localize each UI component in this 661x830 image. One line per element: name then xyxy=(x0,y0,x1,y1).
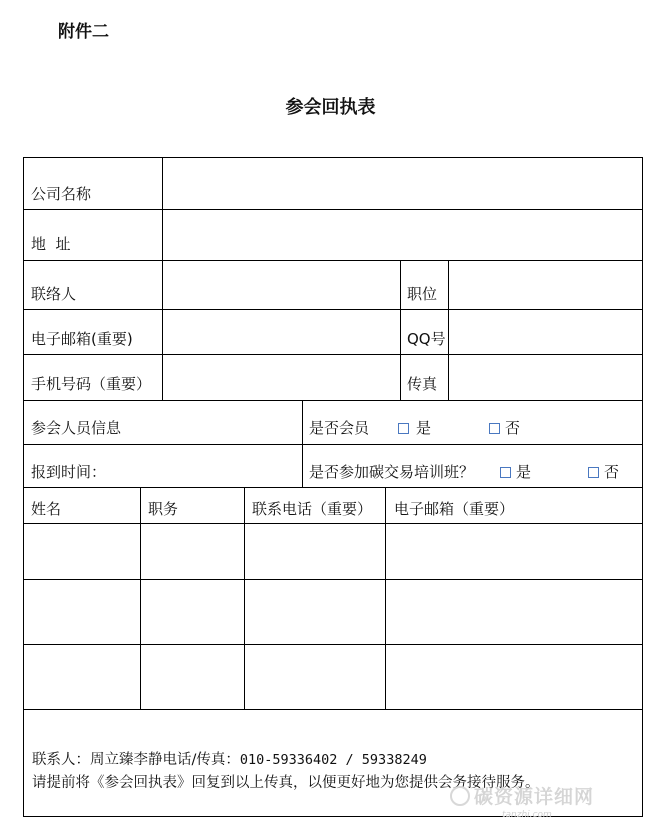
training-no-label: 否 xyxy=(604,463,620,481)
company-label: 公司名称 xyxy=(31,185,92,203)
contact-field[interactable] xyxy=(170,266,390,302)
row-divider xyxy=(24,523,642,524)
address-label: 地 址 xyxy=(31,235,71,253)
watermark-sub: tanzhi.com xyxy=(502,810,552,820)
attendee-phone-cell[interactable] xyxy=(246,647,383,707)
row-divider xyxy=(24,579,642,580)
attendee-name-cell[interactable] xyxy=(26,526,138,577)
checkin-time-label: 报到时间： xyxy=(31,463,107,481)
training-question: 是否参加碳交易培训班？ xyxy=(309,463,475,481)
attachment-label: 附件二 xyxy=(58,22,109,42)
header-title: 职务 xyxy=(148,500,179,518)
training-yes-label: 是 xyxy=(516,463,532,481)
row-divider xyxy=(24,444,642,445)
label-column-divider xyxy=(162,158,163,400)
fax-label: 传真 xyxy=(407,375,438,393)
contact-info xyxy=(32,751,427,769)
training-yes-option[interactable] xyxy=(500,463,531,481)
member-yes-checkbox[interactable] xyxy=(398,423,409,434)
qq-label: QQ号 xyxy=(407,330,446,348)
position-field[interactable] xyxy=(456,266,631,302)
qq-field[interactable] xyxy=(456,315,631,347)
mobile-field[interactable] xyxy=(170,360,390,394)
training-no-checkbox[interactable] xyxy=(588,467,599,478)
column-divider xyxy=(448,260,449,400)
row-divider xyxy=(24,260,642,261)
mobile-label: 手机号码（重要） xyxy=(31,375,152,393)
position-label: 职位 xyxy=(407,285,438,303)
contact-numbers: 010-59336402 / 59338249 xyxy=(239,752,427,768)
company-field[interactable] xyxy=(170,166,630,202)
attendee-name-cell[interactable] xyxy=(26,647,138,707)
attendee-email-cell[interactable] xyxy=(387,647,641,707)
watermark-logo-icon xyxy=(450,786,470,806)
training-yes-checkbox[interactable] xyxy=(500,467,511,478)
row-divider xyxy=(24,644,642,645)
member-yes-label: 是 xyxy=(416,419,432,437)
attendee-title-cell[interactable] xyxy=(142,526,242,577)
row-divider xyxy=(24,354,642,355)
header-name: 姓名 xyxy=(31,500,62,518)
contact-prefix: 联系人：周立臻李静电话/传真： xyxy=(32,752,240,768)
member-question: 是否会员 xyxy=(309,419,370,437)
email-field[interactable] xyxy=(170,315,390,347)
attendee-title-cell[interactable] xyxy=(142,582,242,642)
attendee-email-cell[interactable] xyxy=(387,582,641,642)
watermark-text: 碳资源详细网 xyxy=(474,786,595,808)
row-divider xyxy=(24,209,642,210)
watermark xyxy=(450,782,594,809)
row-divider xyxy=(24,400,642,401)
member-no-option[interactable] xyxy=(489,419,520,437)
row-divider xyxy=(24,309,642,310)
contact-label: 联络人 xyxy=(31,285,77,303)
attendee-name-cell[interactable] xyxy=(26,582,138,642)
attendee-info-label: 参会人员信息 xyxy=(31,419,122,437)
member-no-label: 否 xyxy=(505,419,521,437)
registration-form xyxy=(23,157,643,817)
address-field[interactable] xyxy=(170,216,630,252)
column-divider xyxy=(140,487,141,709)
row-divider xyxy=(24,709,642,710)
fax-field[interactable] xyxy=(456,360,631,394)
row-divider xyxy=(24,487,642,488)
header-email: 电子邮箱（重要） xyxy=(394,500,515,518)
member-no-checkbox[interactable] xyxy=(489,423,500,434)
member-yes-option[interactable] xyxy=(398,419,431,437)
attendee-email-cell[interactable] xyxy=(387,526,641,577)
email-label: 电子邮箱(重要) xyxy=(31,330,133,348)
page-title: 参会回执表 xyxy=(285,97,376,118)
attendee-title-cell[interactable] xyxy=(142,647,242,707)
column-divider xyxy=(400,260,401,400)
training-no-option[interactable] xyxy=(588,463,619,481)
attendee-phone-cell[interactable] xyxy=(246,526,383,577)
header-phone: 联系电话（重要） xyxy=(252,500,373,518)
column-divider xyxy=(302,400,303,487)
column-divider xyxy=(385,487,386,709)
attendee-phone-cell[interactable] xyxy=(246,582,383,642)
column-divider xyxy=(244,487,245,709)
reply-instruction: 请提前将《参会回执表》回复到以上传真，以便更好地为您提供会务接待服务。 xyxy=(32,775,540,791)
